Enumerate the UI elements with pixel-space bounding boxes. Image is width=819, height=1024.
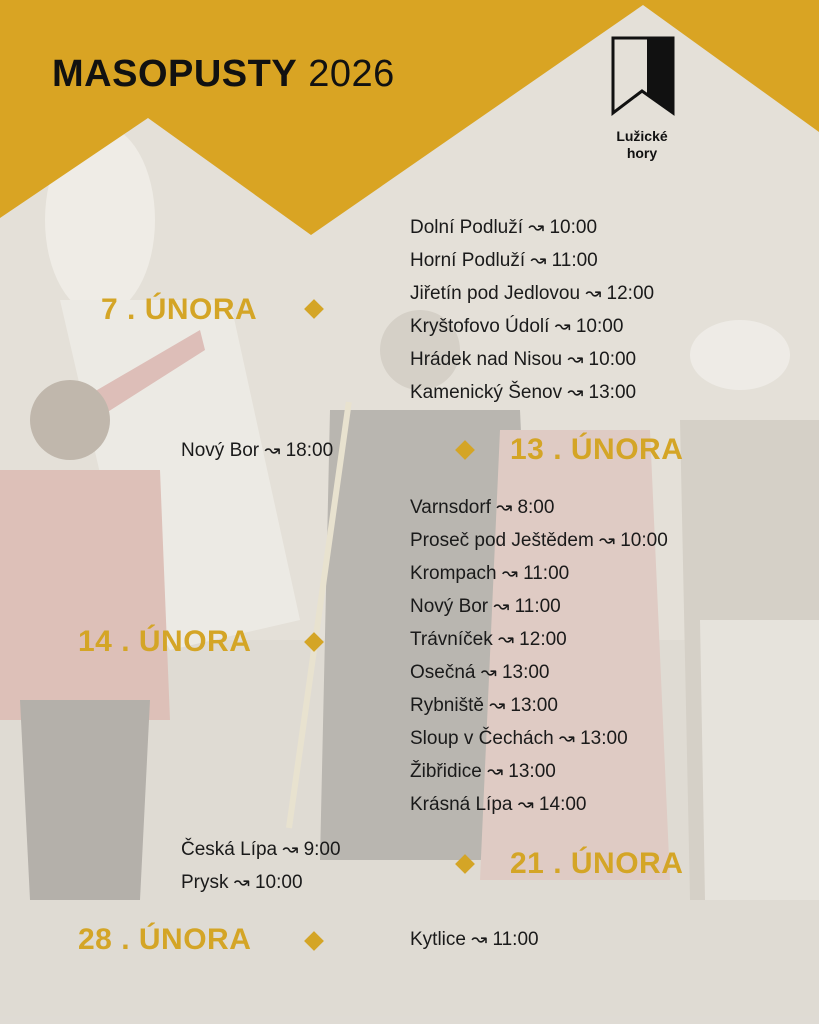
event-item: Varnsdorf ↝ 8:00 — [410, 497, 555, 518]
event-list-feb7 — [410, 211, 654, 409]
date-label-feb21: 21 . ÚNORA — [510, 847, 684, 880]
date-label-feb13: 13 . ÚNORA — [510, 433, 684, 466]
event-item: Kytlice ↝ 11:00 — [410, 929, 539, 950]
event-item: Krompach ↝ 11:00 — [410, 563, 570, 584]
event-item: Nový Bor ↝ 11:00 — [410, 596, 561, 617]
title-word: MASOPUSTY — [52, 53, 298, 95]
date-label-feb28: 28 . ÚNORA — [78, 923, 252, 956]
event-list-feb13 — [181, 434, 333, 467]
event-list-feb28 — [410, 923, 539, 956]
event-item: Osečná ↝ 13:00 — [410, 662, 550, 683]
logo-text: Lužické hory — [616, 128, 668, 161]
event-item: Trávníček ↝ 12:00 — [410, 629, 567, 650]
title-year: 2026 — [308, 53, 395, 95]
event-list-feb14 — [410, 491, 668, 821]
date-label-feb7: 7 . ÚNORA — [101, 293, 258, 326]
event-item: Kamenický Šenov ↝ 13:00 — [410, 382, 637, 403]
lusatian-mountains-shield-logo — [604, 33, 680, 121]
event-item: Proseč pod Ještědem ↝ 10:00 — [410, 530, 668, 551]
event-item: Dolní Podluží ↝ 10:00 — [410, 217, 598, 238]
event-item: Horní Podluží ↝ 11:00 — [410, 250, 598, 271]
date-label-feb14: 14 . ÚNORA — [78, 625, 252, 658]
event-item: Hrádek nad Nisou ↝ 10:00 — [410, 349, 637, 370]
event-list-feb21 — [181, 833, 341, 899]
event-item: Prysk ↝ 10:00 — [181, 872, 303, 893]
event-item: Jiřetín pod Jedlovou ↝ 12:00 — [410, 283, 655, 304]
event-item: Sloup v Čechách ↝ 13:00 — [410, 728, 628, 749]
event-item: Česká Lípa ↝ 9:00 — [181, 839, 341, 860]
page-title — [52, 50, 395, 98]
event-item: Rybniště ↝ 13:00 — [410, 695, 558, 716]
event-item: Žibřidice ↝ 13:00 — [410, 761, 556, 782]
event-item: Kryštofovo Údolí ↝ 10:00 — [410, 316, 624, 337]
event-item: Nový Bor ↝ 18:00 — [181, 440, 334, 461]
event-item: Krásná Lípa ↝ 14:00 — [410, 794, 587, 815]
logo — [604, 33, 680, 162]
